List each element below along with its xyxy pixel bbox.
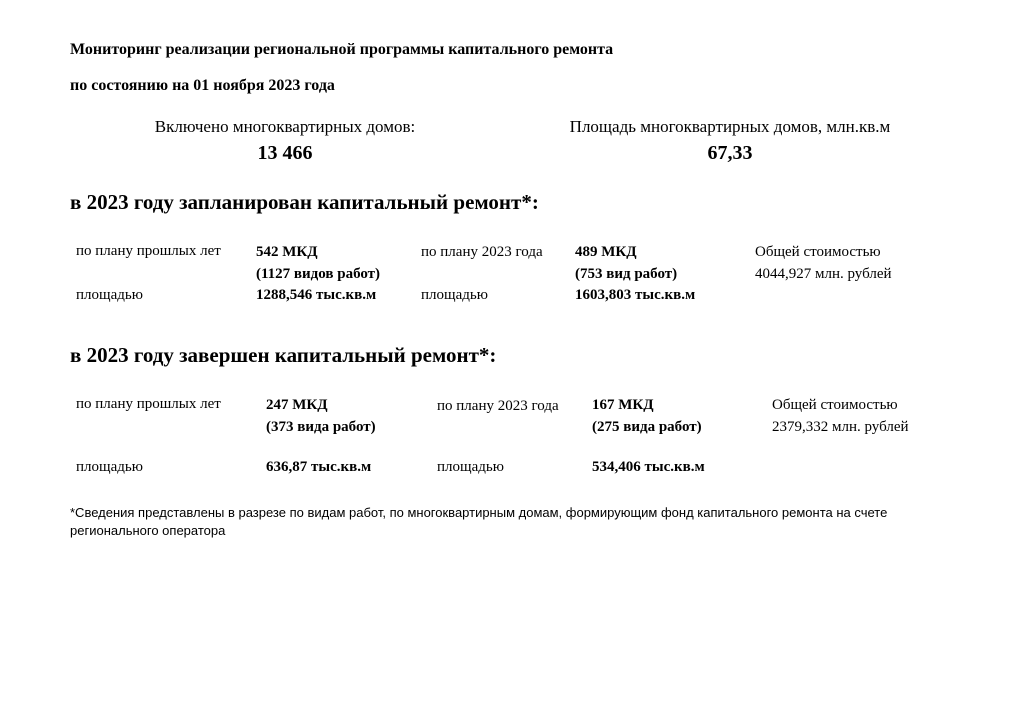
completed-prev-works: (373 вида работ) [266,419,376,435]
planned-cur-label: по плану 2023 года [421,244,543,260]
completed-prev-label: по плану прошлых лет [76,396,221,412]
completed-cost-value: 2379,332 млн. рублей [772,419,909,435]
completed-heading: в 2023 году завершен капитальный ремонт*: [70,343,497,367]
page-title: Мониторинг реализации региональной программы капитального ремонта [70,41,614,58]
planned-cur-mkd: 489 МКД [575,244,637,260]
houses-label: Включено многоквартирных домов: [154,117,416,136]
planned-cost-label: Общей стоимостью [755,244,881,260]
planned-cur-works: (753 вид работ) [575,266,678,282]
planned-prev-label: по плану прошлых лет [76,243,221,259]
completed-cur-area: 534,406 тыс.кв.м [592,459,705,475]
planned-cur-area: 1603,803 тыс.кв.м [575,287,696,303]
area-value: 67,33 [707,142,753,164]
planned-cur-area-label: площадью [421,287,488,303]
completed-prev-area-label: площадью [76,459,143,475]
planned-prev-area: 1288,546 тыс.кв.м [256,287,377,303]
planned-prev-works: (1127 видов работ) [256,266,381,282]
completed-cost-label: Общей стоимостью [772,397,898,413]
completed-cur-mkd: 167 МКД [592,397,654,413]
page-subtitle-date: по состоянию на 01 ноября 2023 года [70,77,335,94]
completed-cur-works: (275 вида работ) [592,419,702,435]
completed-cur-area-label: площадью [437,459,504,475]
planned-prev-area-label: площадью [76,287,143,303]
completed-prev-area: 636,87 тыс.кв.м [266,459,372,475]
houses-value: 13 466 [257,142,313,164]
planned-cost-value: 4044,927 млн. рублей [755,266,892,282]
planned-heading: в 2023 году запланирован капитальный ремонт*: [70,190,539,214]
footnote: *Сведения представлены в разрезе по видам работ, по многоквартирным домам, формирующим фонд капитального ремонта на счете регионального оператора [70,505,888,538]
area-label: Площадь многоквартирных домов, млн.кв.м [569,117,891,136]
planned-prev-mkd: 542 МКД [256,244,318,260]
completed-prev-mkd: 247 МКД [266,397,328,413]
completed-cur-label: по плану 2023 года [437,398,559,414]
